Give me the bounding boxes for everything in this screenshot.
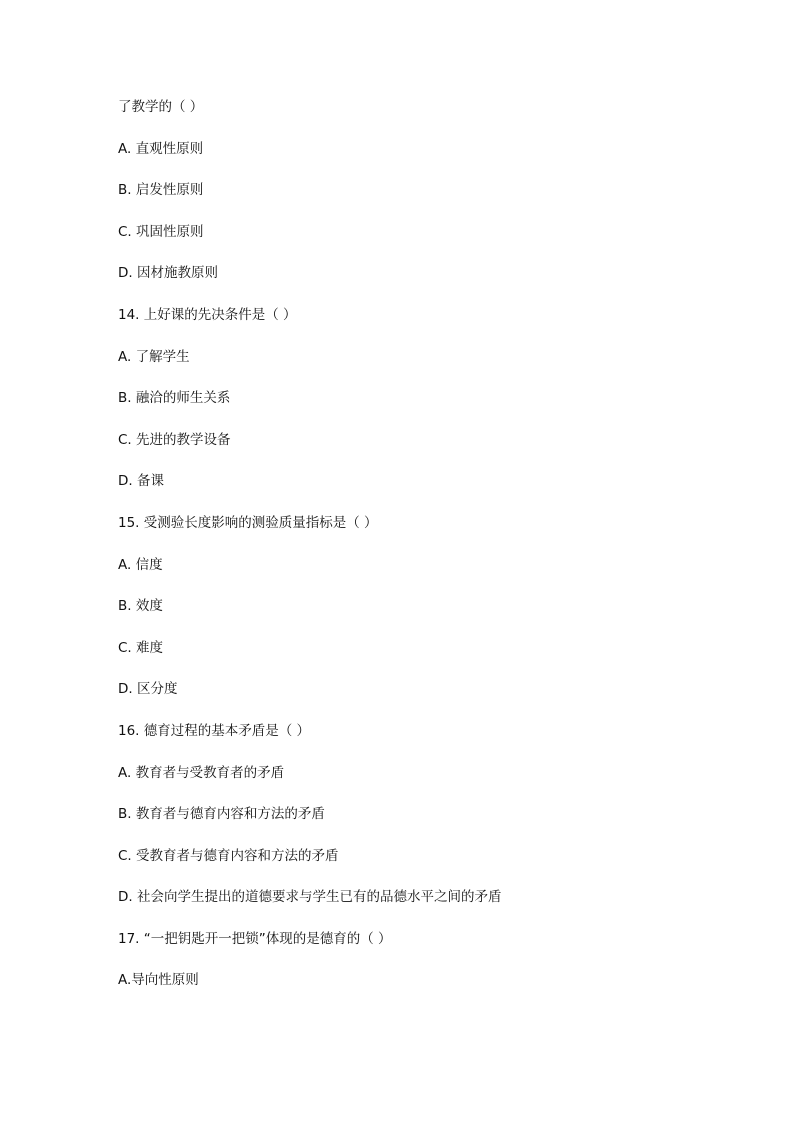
text-line: B. 效度 (118, 598, 163, 615)
text-line: B. 融洽的师生关系 (118, 390, 231, 407)
text-line: D. 社会向学生提出的道德要求与学生已有的品德水平之间的矛盾 (118, 889, 502, 906)
text-line: A. 信度 (118, 556, 163, 573)
text-line: 了教学的（ ） (118, 99, 204, 115)
text-line: C. 难度 (118, 639, 164, 656)
text-line: C. 受教育者与德育内容和方法的矛盾 (118, 847, 339, 864)
text-line: C. 先进的教学设备 (118, 431, 231, 448)
text-line: A. 教育者与受教育者的矛盾 (118, 764, 285, 781)
text-line: 17. “一把钥匙开一把锁”体现的是德育的（ ） (118, 930, 392, 947)
text-line: D. 区分度 (118, 681, 178, 698)
text-line: 14. 上好课的先决条件是（ ） (118, 306, 297, 323)
text-line: B. 教育者与德育内容和方法的矛盾 (118, 806, 325, 823)
text-line: C. 巩固性原则 (118, 223, 204, 240)
text-line: 15. 受测验长度影响的测验质量指标是（ ） (118, 514, 378, 531)
text-line: D. 备课 (118, 473, 164, 490)
document-content (118, 96, 738, 1011)
text-line: A. 了解学生 (118, 348, 190, 365)
text-line: D. 因材施教原则 (118, 265, 218, 282)
text-line: A. 直观性原则 (118, 140, 204, 157)
text-line: 16. 德育过程的基本矛盾是（ ） (118, 722, 311, 739)
text-line: B. 启发性原则 (118, 182, 204, 199)
text-line: A.导向性原则 (118, 972, 199, 989)
